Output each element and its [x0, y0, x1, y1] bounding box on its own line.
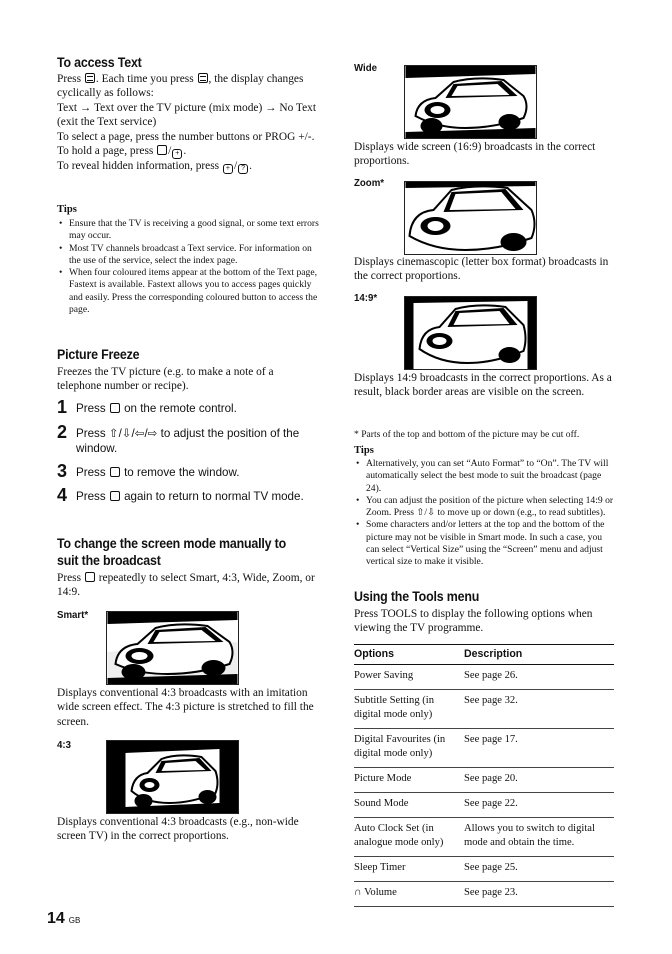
option-cell: ∩ Volume [354, 882, 464, 907]
label-4-3: 4:3 [57, 739, 71, 751]
description-cell: See page 20. [464, 768, 614, 793]
text-button-icon [198, 73, 208, 83]
tips-heading-right: Tips [354, 445, 374, 456]
tip-item: • You can adjust the position of the picture when selecting 14:9 or Zoom. Press ⇧/⇩ to move up or down (e.g., to read subtitles). [354, 495, 616, 520]
hold-button-icon [157, 145, 167, 155]
zoom-desc: Displays cinemascopic (letter box format) broadcasts in the correct proportions. [354, 256, 609, 283]
freeze-button-icon [110, 491, 120, 501]
page-number: 14 [47, 910, 65, 927]
reveal-button-icon: + [223, 164, 233, 174]
option-cell: Sleep Timer [354, 857, 464, 882]
footnote: * Parts of the top and bottom of the picture may be cut off. [354, 429, 580, 440]
table-row [354, 882, 614, 907]
section-heading-screen-mode-2: suit the broadcast [57, 553, 161, 568]
description-cell: See page 32. [464, 690, 614, 729]
step-3-text: Press to remove the window. [76, 466, 240, 479]
step-4-text: Press again to return to normal TV mode. [76, 490, 304, 503]
car-illustration [405, 182, 536, 254]
smart-mode-picture [106, 611, 239, 685]
tip-item: • Alternatively, you can set “Auto Format” to “On”. The TV will automatically select the best mode to suit the broadcast (page 24). [354, 458, 616, 495]
description-cell: See page 23. [464, 882, 614, 907]
step-1-text: Press on the remote control. [76, 402, 237, 415]
car-illustration [107, 612, 238, 684]
description-cell: See page 22. [464, 793, 614, 818]
section-heading-picture-freeze: Picture Freeze [57, 347, 140, 362]
option-cell: Sound Mode [354, 793, 464, 818]
desc-4-3: Displays conventional 4:3 broadcasts (e.g., non-wide screen TV) in the correct proportions. [57, 816, 299, 843]
access-text-line-4: To hold a page, press / + . [57, 145, 187, 158]
step-2-text: Press ⇧/⇩/⇦/⇨ to adjust the position of the window. [76, 427, 300, 456]
tools-intro: Press TOOLS to display the following options when viewing the TV programme. [354, 608, 593, 635]
tools-options-table [354, 644, 614, 907]
tips-list-right [354, 458, 616, 569]
access-text-line-2: Text → Text over the TV picture (mix mode) → No Text (exit the Text service) [57, 101, 317, 129]
wide-desc: Displays wide screen (16:9) broadcasts in the correct proportions. [354, 141, 596, 168]
tips-list-left [57, 218, 319, 316]
car-illustration [405, 66, 536, 138]
table-row [354, 818, 614, 857]
smart-desc: Displays conventional 4:3 broadcasts with an imitation wide screen effect. The 4:3 picture is stretched to fill the screen. [57, 687, 314, 728]
access-text-line-5: To reveal hidden information, press + / ? . [57, 160, 252, 173]
option-cell: Auto Clock Set (in analogue mode only) [354, 818, 464, 857]
section-heading-screen-mode-1: To change the screen mode manually to [57, 536, 287, 551]
text-button-icon [85, 73, 95, 83]
table-row [354, 768, 614, 793]
screen-mode-intro: Press repeatedly to select Smart, 4:3, Wide, Zoom, or 14:9. [57, 572, 315, 599]
wide-mode-picture [404, 65, 537, 139]
section-heading-access-text: To access Text [57, 55, 142, 70]
option-cell: Subtitle Setting (in digital mode only) [354, 690, 464, 729]
tip-item: • Most TV channels broadcast a Text service. For information on the use of the service, select the index page. [57, 243, 319, 268]
step-number: 3 [57, 461, 68, 481]
table-row [354, 690, 614, 729]
freeze-button-icon [110, 403, 120, 413]
question-button-icon: ? [238, 164, 248, 174]
option-cell: Picture Mode [354, 768, 464, 793]
description-cell: See page 25. [464, 857, 614, 882]
label-14-9: 14:9* [354, 292, 378, 304]
freeze-button-icon [110, 467, 120, 477]
car-illustration [405, 297, 536, 369]
table-row [354, 729, 614, 768]
access-text-line-3: To select a page, press the number buttons or PROG +/-. [57, 130, 315, 143]
table-row [354, 793, 614, 818]
access-text-line-1: Press . Each time you press , the display changes cyclically as follows: [57, 73, 304, 100]
page-number-footer [47, 910, 80, 928]
hold-plus-button-icon: + [172, 149, 182, 159]
mode-14-9-picture [404, 296, 537, 370]
tip-item: • Ensure that the TV is receiving a good signal, or some text errors may occur. [57, 218, 319, 243]
tip-item: • When four coloured items appear at the bottom of the Text page, Fastext is available. Fastext allows you to access pages quickly and easily. Press the corresponding coloured button to access the page. [57, 267, 319, 316]
step-number: 1 [57, 397, 68, 417]
access-text-body [57, 72, 319, 174]
picture-freeze-intro: Freezes the TV picture (e.g. to make a note of a telephone number or recipe). [57, 366, 274, 393]
section-heading-tools: Using the Tools menu [354, 589, 480, 604]
col-description-header: Description [464, 645, 614, 665]
table-row [354, 665, 614, 690]
step-number: 4 [57, 485, 68, 505]
wide-button-icon [85, 572, 95, 582]
col-options-header: Options [354, 645, 464, 665]
description-cell: See page 26. [464, 665, 614, 690]
table-row [354, 857, 614, 882]
smart-label: Smart* [57, 609, 89, 621]
option-cell: Power Saving [354, 665, 464, 690]
zoom-label: Zoom* [354, 177, 385, 189]
wide-label: Wide [354, 62, 377, 74]
desc-14-9: Displays 14:9 broadcasts in the correct proportions. As a result, black border areas are visible on the screen. [354, 372, 612, 399]
tips-heading-left: Tips [57, 204, 77, 215]
region-code: GB [68, 916, 81, 925]
option-cell: Digital Favourites (in digital mode only) [354, 729, 464, 768]
zoom-mode-picture [404, 181, 537, 255]
tip-item: • Some characters and/or letters at the top and the bottom of the picture may not be visible in Smart mode. In such a case, you can select “Vertical Size” using the “Screen” menu and adjust vertical size to make it visible. [354, 519, 616, 568]
step-number: 2 [57, 422, 68, 442]
table-header-row [354, 645, 614, 665]
description-cell: Allows you to switch to digital mode and obtain the time. [464, 818, 614, 857]
description-cell: See page 17. [464, 729, 614, 768]
car-illustration [107, 741, 238, 813]
mode-4-3-picture [106, 740, 239, 814]
